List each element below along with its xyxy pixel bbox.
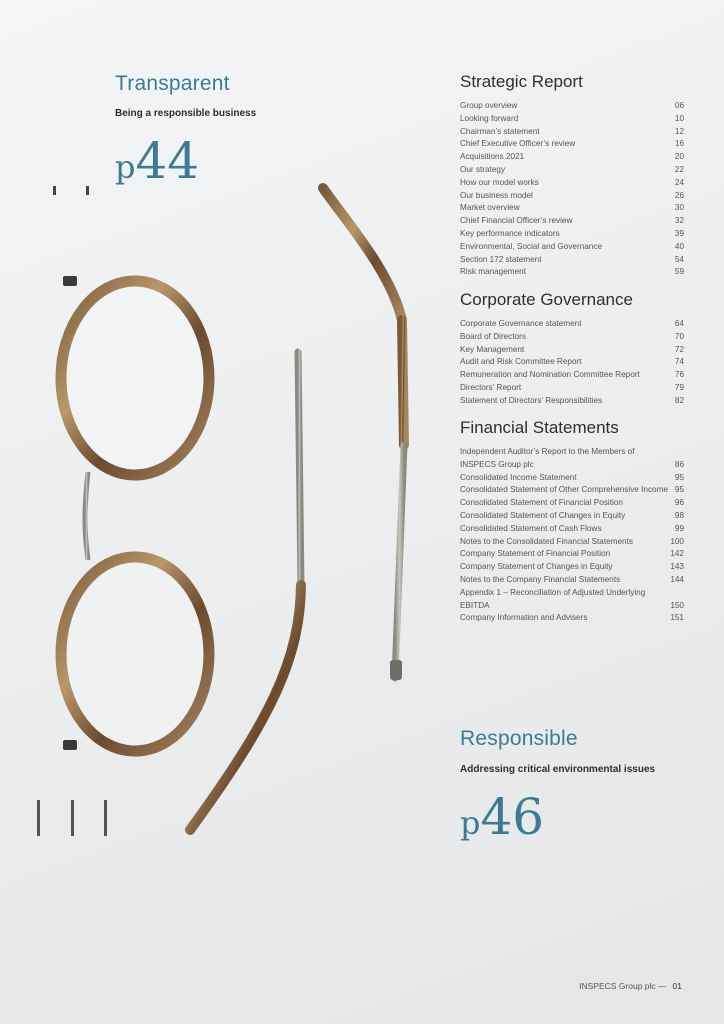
toc-entry-page: 99 xyxy=(674,523,684,533)
toc-entry-page: 150 xyxy=(670,600,684,610)
toc-section-strategic-report xyxy=(460,72,684,279)
toc-entry-page: 20 xyxy=(674,152,684,162)
footer-company: INSPECS Group plc — xyxy=(579,981,667,991)
toc-entry-label: Consolidated Statement of Financial Position xyxy=(460,498,623,508)
toc-entry-page: 76 xyxy=(674,370,684,380)
page-prefix: p xyxy=(460,804,481,842)
toc-entry-label: Market overview xyxy=(460,203,520,213)
toc-list xyxy=(460,318,684,408)
toc-entry[interactable] xyxy=(460,356,684,369)
toc-entry[interactable] xyxy=(460,228,684,241)
toc-entry[interactable] xyxy=(460,190,684,203)
toc-list xyxy=(460,446,684,625)
toc-entry-label: Statement of Directors’ Responsibilities xyxy=(460,395,603,405)
toc-entry-label: Directors’ Report xyxy=(460,382,522,392)
toc-entry-page: 143 xyxy=(670,562,684,572)
toc-entry-page: 98 xyxy=(674,510,684,520)
toc-entry[interactable] xyxy=(460,177,684,190)
toc-entry-label: Consolidated Statement of Changes in Equity xyxy=(460,510,626,520)
toc-entry-label: Company Information and Advisers xyxy=(460,613,588,623)
toc-entry-label: Corporate Governance statement xyxy=(460,319,582,328)
toc-entry-page: 26 xyxy=(674,190,684,200)
toc-entry-label: Board of Directors xyxy=(460,331,526,341)
feature-subtitle-transparent[interactable]: Being a responsible business xyxy=(115,108,257,119)
toc-entry-page: 64 xyxy=(674,319,684,328)
toc-entry-page: 40 xyxy=(674,241,684,251)
toc-entry[interactable] xyxy=(460,369,684,382)
toc-entry-page: 70 xyxy=(674,331,684,341)
toc-entry-page: 06 xyxy=(674,101,684,110)
toc-entry-page: 100 xyxy=(670,536,684,546)
toc-entry-page: 39 xyxy=(674,228,684,238)
toc-entry-label: Risk management xyxy=(460,267,526,277)
toc-entry-page: 95 xyxy=(674,472,684,482)
toc-entry-label: Looking forward xyxy=(460,113,519,123)
feature-subtitle-responsible[interactable]: Addressing critical environmental issues xyxy=(460,764,656,775)
feature-title-responsible: Responsible xyxy=(460,727,578,750)
feature-page-link-responsible[interactable] xyxy=(460,788,545,846)
toc-entry[interactable] xyxy=(460,484,684,497)
toc-entry[interactable] xyxy=(460,254,684,267)
toc-entry[interactable] xyxy=(460,138,684,151)
toc-entry[interactable] xyxy=(460,536,684,549)
toc-entry-page: 86 xyxy=(674,459,684,469)
toc-entry[interactable] xyxy=(460,561,684,574)
toc-entry-page: 74 xyxy=(674,357,684,367)
toc-entry-label: Notes to the Consolidated Financial Statements xyxy=(460,536,633,546)
toc-entry-label: Independent Auditor’s Report to the Members of INSPECS Group plc xyxy=(460,447,635,469)
toc-entry-page: 12 xyxy=(674,126,684,136)
toc-entry[interactable] xyxy=(460,202,684,215)
toc-entry-page: 151 xyxy=(670,613,684,623)
toc-entry-label: Group overview xyxy=(460,101,518,110)
toc-entry-label: Acquisitions 2021 xyxy=(460,152,525,162)
toc-entry[interactable] xyxy=(460,510,684,523)
toc-list xyxy=(460,100,684,279)
toc-entry-page: 32 xyxy=(674,216,684,226)
toc-entry-label: Our business model xyxy=(460,190,533,200)
toc-entry-label: Chief Financial Officer’s review xyxy=(460,216,573,226)
toc-entry-label: Our strategy xyxy=(460,164,506,174)
toc-entry[interactable] xyxy=(460,151,684,164)
feature-page-link-transparent[interactable] xyxy=(115,132,200,190)
toc-entry-label: Remuneration and Nomination Committee Report xyxy=(460,370,640,380)
toc-entry[interactable] xyxy=(460,587,684,613)
toc-entry[interactable] xyxy=(460,472,684,485)
toc-entry-label: Environmental, Social and Governance xyxy=(460,241,602,251)
toc-entry-label: How our model works xyxy=(460,177,539,187)
toc-entry[interactable] xyxy=(460,215,684,228)
toc-entry[interactable] xyxy=(460,126,684,139)
toc-section-corporate-governance xyxy=(460,290,684,408)
toc-entry-page: 16 xyxy=(674,139,684,149)
toc-entry-label: Key performance indicators xyxy=(460,228,560,238)
toc-entry-label: Consolidated Income Statement xyxy=(460,472,577,482)
toc-entry-page: 142 xyxy=(670,549,684,559)
page-footer xyxy=(579,981,682,991)
toc-entry-label: Section 172 statement xyxy=(460,254,542,264)
toc-entry[interactable] xyxy=(460,164,684,177)
section-title: Strategic Report xyxy=(460,72,583,91)
toc-entry-page: 82 xyxy=(674,395,684,405)
page-number: 44 xyxy=(135,132,200,190)
toc-entry-page: 30 xyxy=(674,203,684,213)
toc-entry[interactable] xyxy=(460,331,684,344)
toc-entry-label: Chairman’s statement xyxy=(460,126,540,136)
footer-page-number: 01 xyxy=(672,981,682,991)
section-title: Financial Statements xyxy=(460,418,619,437)
toc-entry[interactable] xyxy=(460,318,684,331)
toc-entry[interactable] xyxy=(460,612,684,625)
toc-entry[interactable] xyxy=(460,266,684,279)
toc-entry-page: 96 xyxy=(674,498,684,508)
toc-entry-page: 79 xyxy=(674,382,684,392)
toc-entry-label: Audit and Risk Committee Report xyxy=(460,357,582,367)
toc-entry-page: 10 xyxy=(674,113,684,123)
toc-entry-label: Company Statement of Changes in Equity xyxy=(460,562,613,572)
toc-entry-label: Notes to the Company Financial Statements xyxy=(460,574,621,584)
toc-entry[interactable] xyxy=(460,113,684,126)
page-number: 46 xyxy=(480,788,545,846)
feature-title-transparent: Transparent xyxy=(115,72,230,95)
toc-entry[interactable] xyxy=(460,100,684,113)
toc-section-financial-statements xyxy=(460,418,684,625)
toc-entry[interactable] xyxy=(460,548,684,561)
toc-entry-label: Key Management xyxy=(460,344,525,354)
toc-entry-label: Appendix 1 – Reconciliation of Adjusted Underlying EBITDA xyxy=(460,587,646,610)
toc-entry-label: Chief Executive Officer’s review xyxy=(460,139,576,149)
toc-entry[interactable] xyxy=(460,446,684,472)
toc-entry-page: 22 xyxy=(674,164,684,174)
toc-entry-label: Company Statement of Financial Position xyxy=(460,549,611,559)
toc-entry-page: 54 xyxy=(674,254,684,264)
toc-entry[interactable] xyxy=(460,344,684,357)
toc-entry-label: Consolidated Statement of Cash Flows xyxy=(460,523,602,533)
toc-entry[interactable] xyxy=(460,241,684,254)
toc-entry[interactable] xyxy=(460,497,684,510)
toc-entry-page: 72 xyxy=(674,344,684,354)
toc-entry-page: 144 xyxy=(670,574,684,584)
toc-entry[interactable] xyxy=(460,523,684,536)
toc-entry[interactable] xyxy=(460,574,684,587)
toc-entry-page: 95 xyxy=(674,485,684,495)
page-prefix: p xyxy=(115,148,136,186)
toc-entry[interactable] xyxy=(460,395,684,408)
toc-entry-page: 24 xyxy=(674,177,684,187)
section-title: Corporate Governance xyxy=(460,290,633,309)
toc-entry[interactable] xyxy=(460,382,684,395)
toc-entry-page: 59 xyxy=(674,267,684,277)
toc-entry-label: Consolidated Statement of Other Comprehensive Income xyxy=(460,485,668,495)
